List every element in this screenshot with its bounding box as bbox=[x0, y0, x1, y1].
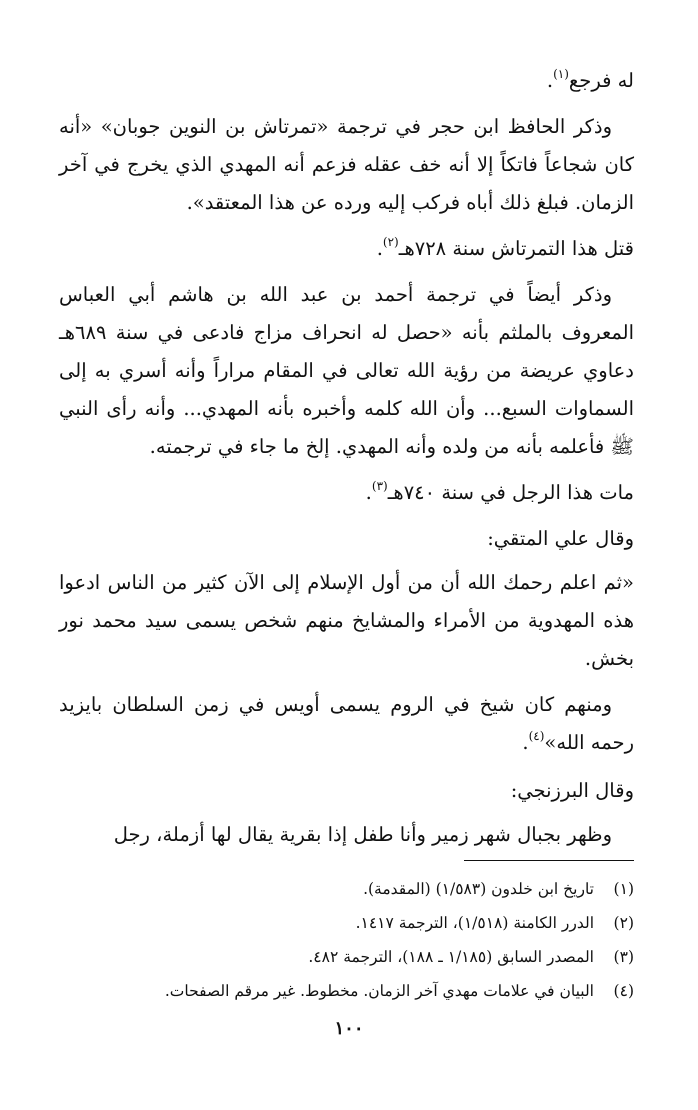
paragraph-9 bbox=[59, 772, 634, 810]
paragraph-3-text: قتل هذا التمرتاش سنة ٧٢٨هـ bbox=[398, 237, 634, 260]
paragraph-3 bbox=[59, 230, 634, 270]
paragraph-10 bbox=[59, 816, 634, 854]
paragraph-10-text: وظهر بجبال شهر زمير وأنا طفل إذا بقرية يقال لها أزملة، رجل bbox=[113, 823, 612, 846]
paragraph-1-text: له فرجع bbox=[568, 69, 634, 92]
footnotes bbox=[59, 872, 634, 1008]
paragraph-8-tail: . bbox=[522, 731, 529, 754]
footnote-4-text: البيان في علامات مهدي آخر الزمان. مخطوط. غير مرقم الصفحات. bbox=[164, 982, 594, 1000]
footnote-2 bbox=[59, 906, 634, 940]
paragraph-4 bbox=[59, 276, 634, 466]
footnote-1-number: (١) bbox=[613, 880, 634, 898]
paragraph-4-text: وذكر أيضاً في ترجمة أحمد بن عبد الله بن هاشم أبي العباس المعروف بالملثم بأنه «حصل له انحراف مزاج فادعى في سنة ٦٨٩هـ دعاوي عريضة من رؤية الله تعالى في المقام مراراً وأنه أسري به إلى السماوات السبع... وأن الله كلمه وأخبره بأنه المهدي... وأنه رأى النبي ﷺ فأعلمه بأنه من ولده وأنه المهدي. إلخ ما جاء في ترجمته. bbox=[59, 283, 634, 458]
footnote-3 bbox=[59, 940, 634, 974]
paragraph-7-text: «ثم اعلم رحمك الله أن من أول الإسلام إلى الآن كثير من الناس ادعوا هذه المهدوية من الأمراء والمشايخ منهم شخص يسمى سيد محمد نور بخش. bbox=[59, 571, 634, 670]
footnote-3-text: المصدر السابق (١/١٨٥ ـ ١٨٨)، الترجمة ٤٨٢. bbox=[308, 948, 594, 966]
paragraph-5 bbox=[59, 474, 634, 514]
main-text bbox=[59, 62, 634, 862]
footnote-ref-4[interactable]: (٤) bbox=[528, 729, 545, 743]
paragraph-8-text: ومنهم كان شيخ في الروم يسمى أويس في زمن السلطان بايزيد رحمه الله» bbox=[59, 693, 634, 754]
footnote-ref-1[interactable]: (١) bbox=[553, 67, 569, 81]
paragraph-5-text: مات هذا الرجل في سنة ٧٤٠هـ bbox=[387, 481, 634, 504]
footnote-4 bbox=[59, 974, 634, 1008]
paragraph-6-text: وقال علي المتقي: bbox=[487, 527, 634, 550]
paragraph-5-tail: . bbox=[365, 481, 372, 504]
footnote-1 bbox=[59, 872, 634, 906]
paragraph-7 bbox=[59, 564, 634, 678]
paragraph-2 bbox=[59, 108, 634, 222]
footnote-ref-3[interactable]: (٣) bbox=[371, 479, 388, 493]
footnote-1-text: تاريخ ابن خلدون (١/٥٨٣) (المقدمة). bbox=[363, 880, 594, 898]
footnote-ref-2[interactable]: (٢) bbox=[382, 235, 399, 249]
paragraph-3-tail: . bbox=[376, 237, 383, 260]
paragraph-9-text: وقال البرزنجي: bbox=[510, 779, 634, 802]
paragraph-8 bbox=[59, 686, 634, 764]
footnote-2-text: الدرر الكامنة (١/٥١٨)، الترجمة ١٤١٧. bbox=[355, 914, 594, 932]
page-number: ١٠٠ bbox=[334, 1018, 364, 1039]
paragraph-1-tail: . bbox=[546, 69, 554, 92]
footnote-4-number: (٤) bbox=[613, 982, 634, 1000]
paragraph-1 bbox=[59, 62, 634, 102]
paragraph-6 bbox=[59, 520, 634, 558]
footnote-2-number: (٢) bbox=[613, 914, 634, 932]
footnote-3-number: (٣) bbox=[613, 948, 634, 966]
paragraph-2-text: وذكر الحافظ ابن حجر في ترجمة «تمرتاش بن النوين جوبان» «أنه كان شجاعاً فاتكاً إلا أنه خف عقله فزعم أنه المهدي الذي يخرج في آخر الزمان. فبلغ ذلك أباه فركب إليه ورده عن هذا المعتقد». bbox=[59, 115, 634, 214]
footnote-separator bbox=[464, 860, 634, 861]
